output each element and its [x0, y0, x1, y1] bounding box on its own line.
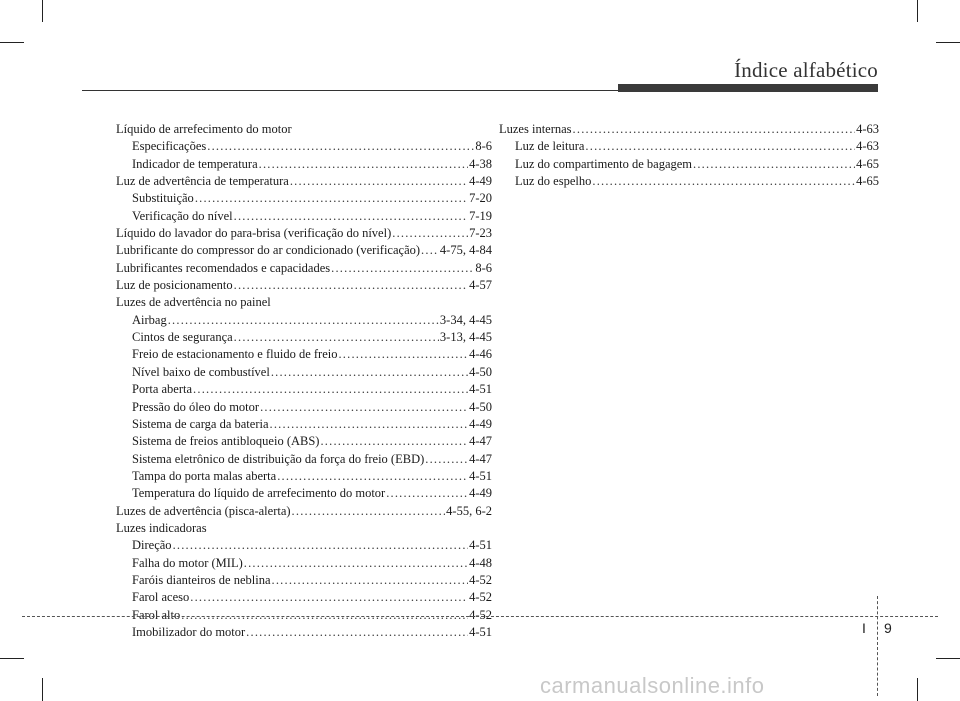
index-subentry — [116, 485, 492, 502]
entry-label: Freio de estacionamento e fluido de freio — [132, 347, 338, 362]
index-subentry — [116, 190, 492, 207]
leader-dots — [277, 468, 468, 485]
entry-label: Sistema de carga da bateria — [132, 416, 269, 431]
index-subentry — [116, 537, 492, 554]
entry-label: Luzes de advertência no painel — [116, 295, 271, 310]
crop-mark — [42, 0, 43, 22]
entry-label: Luz de posicionamento — [116, 278, 233, 293]
leader-dots — [331, 260, 474, 277]
entry-label: Luz do espelho — [515, 174, 592, 189]
entry-page-ref: 8-6 — [475, 260, 492, 275]
leader-dots — [386, 485, 468, 502]
entry-label: Cintos de segurança — [132, 330, 233, 345]
entry-page-ref: 4-50 — [469, 364, 492, 379]
entry-label: Lubrificantes recomendados e capacidades — [116, 260, 331, 275]
leader-dots — [338, 346, 468, 363]
entry-label: Luz de leitura — [515, 139, 585, 154]
leader-dots — [260, 399, 468, 416]
leader-dots — [585, 138, 855, 155]
leader-dots — [270, 416, 469, 433]
entry-page-ref: 4-65 — [856, 174, 879, 189]
index-subentry — [116, 156, 492, 173]
entry-label: Faróis dianteiros de neblina — [132, 572, 271, 587]
leader-dots — [292, 503, 446, 520]
entry-label: Luzes indicadoras — [116, 520, 207, 535]
entry-label: Temperatura do líquido de arrefecimento do motor — [132, 486, 386, 501]
entry-label: Farol alto — [132, 607, 181, 622]
page-title: Índice alfabético — [734, 58, 878, 82]
entry-label: Nível baixo de combustível — [132, 364, 270, 379]
entry-page-ref: 4-50 — [469, 399, 492, 414]
leader-dots — [207, 138, 474, 155]
header-bar — [618, 84, 878, 92]
entry-page-ref: 7-19 — [469, 208, 492, 223]
entry-label: Luz do compartimento de bagagem — [515, 156, 693, 171]
leader-dots — [271, 364, 468, 381]
crop-mark — [42, 678, 43, 701]
entry-page-ref: 8-6 — [475, 139, 492, 154]
index-subentry — [116, 399, 492, 416]
entry-page-ref: 4-47 — [469, 434, 492, 449]
index-entry — [116, 173, 492, 190]
crop-mark — [917, 0, 918, 22]
entry-page-ref: 4-65 — [856, 156, 879, 171]
entry-label: Porta aberta — [132, 382, 193, 397]
entry-label: Líquido de arrefecimento do motor — [116, 122, 292, 136]
index-subentry — [499, 156, 879, 173]
entry-label: Direção — [132, 538, 172, 553]
entry-page-ref: 4-52 — [469, 590, 492, 605]
index-subentry — [116, 624, 492, 641]
index-subentry — [116, 364, 492, 381]
footer-divider — [877, 596, 878, 696]
entry-page-ref: 3-13, 4-45 — [439, 330, 492, 345]
entry-label: Imobilizador do motor — [132, 624, 246, 639]
entry-label: Especificações — [132, 139, 207, 154]
entry-page-ref: 4-57 — [469, 278, 492, 293]
entry-page-ref: 4-63 — [856, 139, 879, 154]
leader-dots — [592, 173, 855, 190]
index-entry — [116, 503, 492, 520]
entry-label: Farol aceso — [132, 590, 190, 605]
leader-dots — [234, 277, 468, 294]
entry-label: Luz de advertência de temperatura — [116, 174, 289, 189]
entry-page-ref: 4-55, 6-2 — [446, 503, 492, 518]
index-subentry — [499, 138, 879, 155]
entry-label: Luzes internas — [499, 122, 572, 136]
entry-page-ref: 4-51 — [469, 468, 492, 483]
entry-page-ref: 4-51 — [469, 624, 492, 639]
index-subentry — [116, 312, 492, 329]
page-number: 9 — [884, 620, 892, 636]
leader-dots — [244, 555, 468, 572]
entry-page-ref: 4-75, 4-84 — [439, 243, 492, 258]
entry-page-ref: 4-51 — [469, 538, 492, 553]
entry-label: Sistema de freios antibloqueio (ABS) — [132, 434, 320, 449]
index-subentry — [116, 416, 492, 433]
crop-mark — [936, 658, 960, 659]
entry-page-ref: 4-52 — [469, 607, 492, 622]
entry-page-ref: 4-48 — [469, 555, 492, 570]
leader-dots — [320, 433, 468, 450]
index-entry — [116, 242, 492, 259]
entry-label: Sistema eletrônico de distribuição da força do freio (EBD) — [132, 451, 425, 466]
crop-mark — [936, 42, 960, 43]
index-subentry — [116, 208, 492, 225]
index-entry — [116, 260, 492, 277]
entry-page-ref: 4-51 — [469, 382, 492, 397]
entry-label: Pressão do óleo do motor — [132, 399, 260, 414]
crop-mark — [0, 42, 24, 43]
index-entry — [116, 520, 492, 537]
leader-dots — [195, 190, 468, 207]
entry-label: Líquido do lavador do para-brisa (verificação do nível) — [116, 226, 392, 241]
watermark: carmanualsonline.info — [540, 673, 765, 698]
leader-dots — [693, 156, 855, 173]
section-letter: I — [862, 620, 866, 636]
index-subentry — [116, 589, 492, 606]
entry-label: Substituição — [132, 191, 194, 206]
entry-label: Indicador de temperatura — [132, 156, 258, 171]
index-entry — [116, 294, 492, 311]
entry-label: Luzes de advertência (pisca-alerta) — [116, 503, 291, 518]
entry-page-ref: 3-34, 4-45 — [439, 312, 492, 327]
index-column-right — [499, 121, 879, 190]
index-column-left — [116, 121, 492, 641]
index-subentry — [116, 346, 492, 363]
entry-label: Lubrificante do compressor do ar condicionado (verificação) — [116, 243, 421, 258]
index-subentry — [116, 329, 492, 346]
index-entry — [499, 121, 879, 138]
entry-label: Airbag — [132, 312, 167, 327]
entry-label: Tampa do porta malas aberta — [132, 468, 277, 483]
leader-dots — [190, 589, 468, 606]
entry-label: Verificação do nível — [132, 208, 233, 223]
entry-page-ref: 7-23 — [469, 226, 492, 241]
leader-dots — [234, 329, 439, 346]
leader-dots — [290, 173, 468, 190]
entry-page-ref: 4-46 — [469, 347, 492, 362]
leader-dots — [573, 121, 856, 138]
leader-dots — [425, 451, 468, 468]
index-entry — [116, 121, 492, 138]
entry-page-ref: 4-47 — [469, 451, 492, 466]
entry-page-ref: 4-38 — [469, 156, 492, 171]
footer-rule — [22, 616, 938, 617]
index-subentry — [116, 433, 492, 450]
index-subentry — [116, 572, 492, 589]
index-entry — [116, 277, 492, 294]
leader-dots — [421, 242, 439, 259]
index-subentry — [116, 138, 492, 155]
index-subentry — [116, 468, 492, 485]
index-subentry — [116, 381, 492, 398]
index-entry — [116, 225, 492, 242]
index-subentry — [116, 555, 492, 572]
index-subentry — [116, 451, 492, 468]
leader-dots — [168, 312, 439, 329]
entry-page-ref: 4-52 — [469, 572, 492, 587]
entry-page-ref: 4-49 — [469, 174, 492, 189]
entry-page-ref: 7-20 — [469, 191, 492, 206]
leader-dots — [173, 537, 469, 554]
index-subentry — [499, 173, 879, 190]
leader-dots — [234, 208, 468, 225]
leader-dots — [392, 225, 468, 242]
leader-dots — [193, 381, 468, 398]
entry-label: Falha do motor (MIL) — [132, 555, 243, 570]
leader-dots — [259, 156, 468, 173]
crop-mark — [0, 658, 24, 659]
leader-dots — [246, 624, 468, 641]
entry-page-ref: 4-63 — [856, 122, 879, 136]
entry-page-ref: 4-49 — [469, 416, 492, 431]
crop-mark — [917, 678, 918, 701]
leader-dots — [272, 572, 469, 589]
entry-page-ref: 4-49 — [469, 486, 492, 501]
